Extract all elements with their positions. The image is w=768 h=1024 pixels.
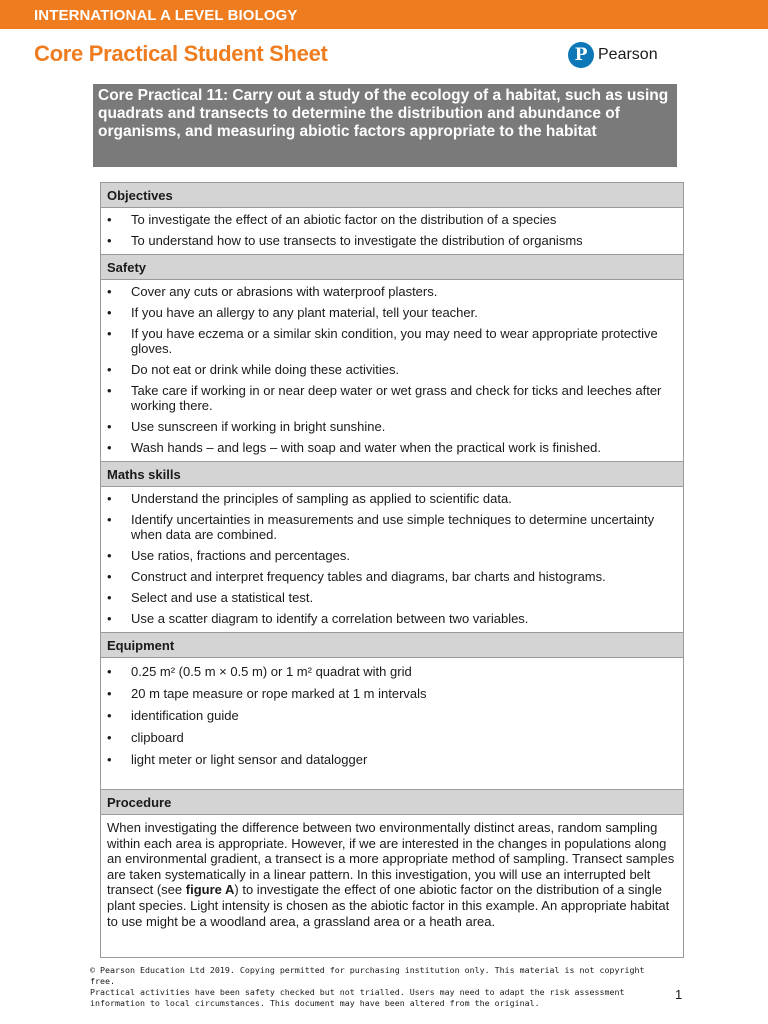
page-number: 1 — [675, 987, 683, 1002]
pearson-logo-icon: P — [568, 42, 594, 68]
list-item: • To investigate the effect of an abiotic factor on the distribution of a species — [107, 212, 557, 227]
equipment-list — [101, 658, 683, 790]
bullet-icon: • — [107, 708, 112, 723]
objectives-list — [101, 208, 683, 255]
safety-list — [101, 280, 683, 462]
list-item: • clipboard — [107, 730, 184, 745]
list-item: • Take care if working in or near deep water or wet grass and check for ticks and leeches after working there. — [107, 383, 662, 413]
bullet-icon: • — [107, 752, 112, 767]
pearson-wordmark: Pearson — [598, 46, 658, 63]
equipment-heading: Equipment — [101, 633, 683, 658]
list-item: • Do not eat or drink while doing these activities. — [107, 362, 400, 377]
pearson-logo — [568, 42, 658, 68]
procedure-heading: Procedure — [101, 790, 683, 815]
list-item: • Wash hands – and legs – with soap and water when the practical work is finished. — [107, 440, 601, 455]
sheet-title: Core Practical Student Sheet — [34, 41, 328, 66]
maths-skills-heading: Maths skills — [101, 462, 683, 487]
bullet-icon: • — [107, 664, 112, 679]
bullet-icon: • — [107, 305, 112, 320]
list-item: • Construct and interpret frequency tables and diagrams, bar charts and histograms. — [107, 569, 606, 584]
list-item: • Use sunscreen if working in bright sunshine. — [107, 419, 386, 434]
list-item: • Use a scatter diagram to identify a correlation between two variables. — [107, 611, 529, 626]
procedure-body — [101, 815, 683, 957]
bullet-icon: • — [107, 440, 112, 455]
footer-line: information to local circumstances. This document may have been altered from the original. — [90, 998, 540, 1008]
safety-heading: Safety — [101, 255, 683, 280]
bullet-icon: • — [107, 383, 112, 398]
list-item: • Select and use a statistical test. — [107, 590, 314, 605]
list-item: • Understand the principles of sampling as applied to scientific data. — [107, 491, 512, 506]
copyright-footer — [90, 965, 650, 1009]
course-banner — [0, 0, 768, 29]
list-item: • If you have an allergy to any plant material, tell your teacher. — [107, 305, 478, 320]
bullet-icon: • — [107, 326, 112, 341]
list-item: • Use ratios, fractions and percentages. — [107, 548, 350, 563]
bullet-icon: • — [107, 686, 112, 701]
footer-line: © Pearson Education Ltd 2019. Copying permitted for purchasing institution only. This material is not copyright free. — [90, 965, 645, 986]
bullet-icon: • — [107, 569, 112, 584]
bullet-icon: • — [107, 233, 112, 248]
bullet-icon: • — [107, 611, 112, 626]
bullet-icon: • — [107, 419, 112, 434]
list-item: • Cover any cuts or abrasions with waterproof plasters. — [107, 284, 438, 299]
footer-line: Practical activities have been safety checked but not trialled. Users may need to adapt the risk assessment — [90, 987, 625, 997]
bullet-icon: • — [107, 212, 112, 227]
practical-sheet-table — [100, 182, 684, 958]
procedure-paragraph: When investigating the difference between two environmentally distinct areas, random sampling within each area is appropriate. However, if we are interested in the changes in populations along an environmental gradient, a transect is a more appropriate method of sampling. Transect samples are taken systematically in a linear pattern. In this investigation, you will use an interrupted belt transect (see figure A) to investigate the effect of one abiotic factor on the distribution of a single plant species. Light intensity is chosen as the abiotic factor in this example. An appropriate habitat to use might be a woodland area, a grassland area or a heath area. — [107, 820, 675, 929]
bullet-icon: • — [107, 730, 112, 745]
list-item: • 0.25 m² (0.5 m × 0.5 m) or 1 m² quadrat with grid — [107, 664, 412, 679]
bullet-icon: • — [107, 512, 112, 527]
bullet-icon: • — [107, 362, 112, 377]
maths-skills-list — [101, 487, 683, 633]
bullet-icon: • — [107, 491, 112, 506]
bullet-icon: • — [107, 590, 112, 605]
list-item: • light meter or light sensor and datalogger — [107, 752, 368, 767]
list-item: • identification guide — [107, 708, 239, 723]
objectives-heading: Objectives — [101, 183, 683, 208]
list-item: • Identify uncertainties in measurements and use simple techniques to determine uncertainty when data are combined. — [107, 512, 655, 542]
list-item: • To understand how to use transects to investigate the distribution of organisms — [107, 233, 583, 248]
list-item: • If you have eczema or a similar skin condition, you may need to wear appropriate protective gloves. — [107, 326, 658, 356]
course-title: INTERNATIONAL A LEVEL BIOLOGY — [34, 7, 298, 24]
bullet-icon: • — [107, 548, 112, 563]
list-item: • 20 m tape measure or rope marked at 1 m intervals — [107, 686, 427, 701]
figure-reference: figure A — [185, 882, 235, 898]
bullet-icon: • — [107, 284, 112, 299]
practical-title: Core Practical 11: Carry out a study of the ecology of a habitat, such as using quadrats and transects to determine the distribution and abundance of organisms, and measuring abiotic factors appropriate to the habitat — [93, 84, 677, 167]
